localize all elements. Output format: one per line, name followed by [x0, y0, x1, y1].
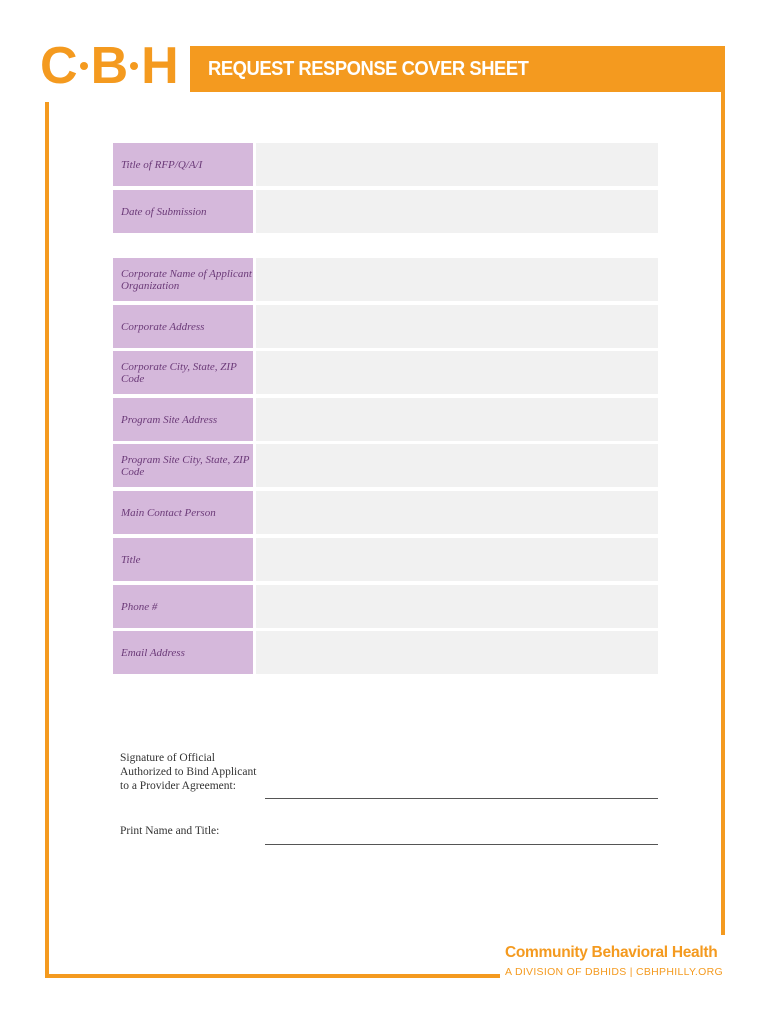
- corporate-address-field[interactable]: [256, 305, 658, 348]
- field-label: Corporate Name of Applicant Organization: [113, 258, 253, 301]
- form-row-corporate-name: [113, 258, 658, 301]
- logo-letter-h: H: [141, 37, 178, 95]
- page-title: REQUEST RESPONSE COVER SHEET: [208, 57, 529, 80]
- corporate-city-field[interactable]: [256, 351, 658, 394]
- logo-letter-b: B: [90, 37, 128, 95]
- program-site-city-field[interactable]: [256, 444, 658, 487]
- print-name-label: Print Name and Title:: [120, 825, 220, 837]
- signature-label: Signature of Official Authorized to Bind Applicant to a Provider Agreement:: [120, 752, 257, 792]
- field-label: Title of RFP/Q/A/I: [113, 143, 253, 186]
- form-row-corporate-address: [113, 305, 658, 348]
- frame-bottom-border: [45, 974, 500, 978]
- form-row-email: [113, 631, 658, 674]
- logo-dot: [130, 62, 138, 70]
- print-name-line[interactable]: [265, 844, 658, 845]
- frame-left-border: [45, 102, 49, 978]
- field-label: Program Site City, State, ZIP Code: [113, 444, 253, 487]
- signature-line[interactable]: [265, 798, 658, 799]
- form-row-main-contact: [113, 491, 658, 534]
- footer-org-name: Community Behavioral Health: [505, 944, 718, 961]
- field-label: Program Site Address: [113, 398, 253, 441]
- logo-letter-c: C: [40, 37, 77, 95]
- submission-date-field[interactable]: [256, 190, 658, 233]
- form-row-program-site-city: [113, 444, 658, 487]
- program-site-address-field[interactable]: [256, 398, 658, 441]
- footer-division: A DIVISION OF DBHIDS | CBHPHILLY.ORG: [505, 966, 723, 978]
- field-label: Corporate Address: [113, 305, 253, 348]
- field-label: Title: [113, 538, 253, 581]
- field-label: Corporate City, State, ZIP Code: [113, 351, 253, 394]
- form-row-phone: [113, 585, 658, 628]
- form-row-program-site-address: [113, 398, 658, 441]
- cbh-logo: [40, 37, 178, 95]
- frame-right-border: [721, 80, 725, 935]
- field-label: Date of Submission: [113, 190, 253, 233]
- corporate-name-field[interactable]: [256, 258, 658, 301]
- form-row-title: [113, 538, 658, 581]
- header-bar: [190, 46, 725, 92]
- form-row-rfp-title: [113, 143, 658, 186]
- field-label: Main Contact Person: [113, 491, 253, 534]
- phone-field[interactable]: [256, 585, 658, 628]
- logo-dot: [80, 62, 88, 70]
- rfp-title-field[interactable]: [256, 143, 658, 186]
- main-contact-field[interactable]: [256, 491, 658, 534]
- field-label: Phone #: [113, 585, 253, 628]
- contact-title-field[interactable]: [256, 538, 658, 581]
- form-row-submission-date: [113, 190, 658, 233]
- field-label: Email Address: [113, 631, 253, 674]
- form-row-corporate-city: [113, 351, 658, 394]
- email-field[interactable]: [256, 631, 658, 674]
